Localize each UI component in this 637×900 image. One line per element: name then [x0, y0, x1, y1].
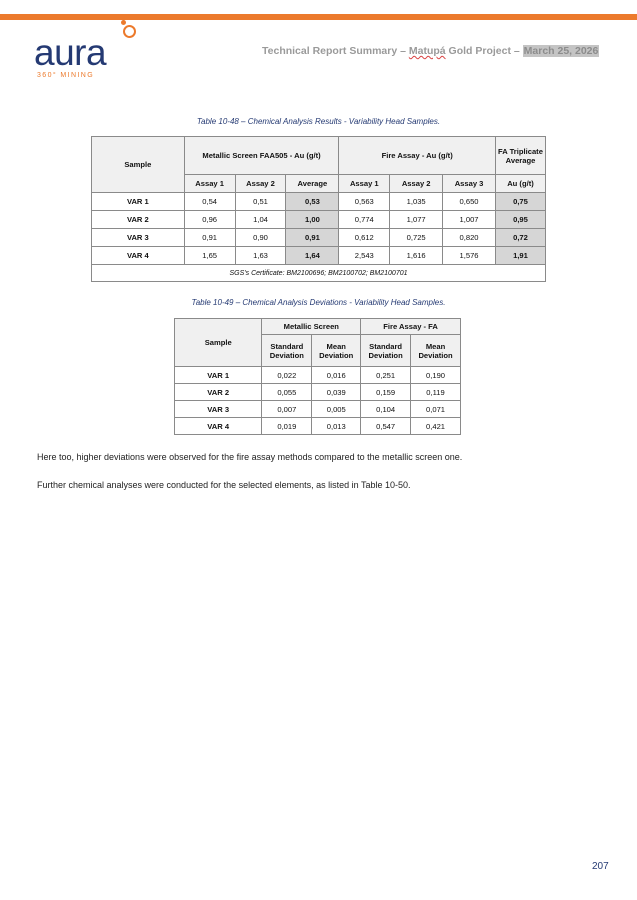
- cell-fa-average: 0,72: [495, 229, 545, 247]
- cell-fa-assay1: 2,543: [339, 247, 390, 265]
- cell-ms-average: 0,53: [286, 193, 339, 211]
- header-ms-average: Average: [286, 175, 339, 193]
- header-sample: Sample: [92, 137, 185, 193]
- header-date: March 25, 2026: [523, 45, 599, 57]
- cell-fa-assay1: 0,612: [339, 229, 390, 247]
- cell-ms-assay1: 1,65: [184, 247, 235, 265]
- header-project: Matupá: [408, 45, 446, 57]
- header-fa-triplicate: FA Triplicate Average: [495, 137, 545, 175]
- cell-ms-assay2: 0,90: [235, 229, 286, 247]
- cell-fa-std: 0,251: [361, 367, 411, 384]
- header-fa-std: Standard Deviation: [361, 335, 411, 367]
- cell-fa-assay3: 0,650: [443, 193, 496, 211]
- table-row: [92, 229, 546, 247]
- cell-sample: VAR 3: [92, 229, 185, 247]
- table-row: [175, 367, 461, 384]
- cell-sample: VAR 4: [92, 247, 185, 265]
- cell-sample: VAR 3: [175, 401, 262, 418]
- cell-ms-mean: 0,016: [312, 367, 361, 384]
- cell-ms-assay2: 1,63: [235, 247, 286, 265]
- cell-ms-assay1: 0,91: [184, 229, 235, 247]
- logo-dot-icon: [121, 20, 126, 25]
- table-row: [92, 211, 546, 229]
- cell-ms-assay1: 0,54: [184, 193, 235, 211]
- header-middle: Gold Project –: [445, 45, 523, 57]
- header-au: Au (g/t): [495, 175, 545, 193]
- cell-fa-average: 0,75: [495, 193, 545, 211]
- cell-fa-std: 0,547: [361, 418, 411, 435]
- header-fa-assay3: Assay 3: [443, 175, 496, 193]
- logo-tagline: 360° MINING: [37, 72, 95, 79]
- header-fa-assay1: Assay 1: [339, 175, 390, 193]
- table-row: [175, 418, 461, 435]
- cell-sample: VAR 1: [175, 367, 262, 384]
- header-fire-assay: Fire Assay - FA: [361, 319, 461, 335]
- cell-fa-assay3: 1,007: [443, 211, 496, 229]
- header-fire-assay: Fire Assay - Au (g/t): [339, 137, 496, 175]
- page-header-title: [262, 45, 599, 57]
- body-paragraph: Further chemical analyses were conducted for the selected elements, as listed in Table 10-50.: [37, 480, 411, 490]
- chemical-results-table: [91, 136, 546, 282]
- header-ms-std: Standard Deviation: [262, 335, 312, 367]
- cell-fa-assay3: 0,820: [443, 229, 496, 247]
- header-ms-assay2: Assay 2: [235, 175, 286, 193]
- table-row: [92, 193, 546, 211]
- cell-ms-mean: 0,013: [312, 418, 361, 435]
- cell-fa-mean: 0,119: [411, 384, 461, 401]
- cell-ms-std: 0,022: [262, 367, 312, 384]
- cell-ms-std: 0,019: [262, 418, 312, 435]
- header-sample: Sample: [175, 319, 262, 367]
- cell-fa-assay1: 0,563: [339, 193, 390, 211]
- cell-sample: VAR 2: [175, 384, 262, 401]
- header-ms-mean: Mean Deviation: [312, 335, 361, 367]
- certificate-note: SGS's Certificate: BM2100696; BM2100702; BM2100701: [92, 265, 546, 282]
- table1-caption: Table 10-48 – Chemical Analysis Results - Variability Head Samples.: [196, 117, 441, 126]
- header-accent-bar: [0, 14, 637, 20]
- cell-ms-assay2: 1,04: [235, 211, 286, 229]
- cell-fa-assay2: 1,077: [390, 211, 443, 229]
- cell-ms-mean: 0,039: [312, 384, 361, 401]
- cell-sample: VAR 1: [92, 193, 185, 211]
- cell-fa-std: 0,159: [361, 384, 411, 401]
- header-ms-assay1: Assay 1: [184, 175, 235, 193]
- table2-caption: Table 10-49 – Chemical Analysis Deviations - Variability Head Samples.: [191, 298, 446, 307]
- body-paragraph: Here too, higher deviations were observed for the fire assay methods compared to the metallic screen one.: [37, 452, 463, 462]
- cell-fa-std: 0,104: [361, 401, 411, 418]
- cell-fa-assay2: 1,616: [390, 247, 443, 265]
- header-fa-assay2: Assay 2: [390, 175, 443, 193]
- header-metallic-screen: Metallic Screen: [262, 319, 361, 335]
- cell-ms-average: 0,91: [286, 229, 339, 247]
- cell-fa-assay2: 0,725: [390, 229, 443, 247]
- header-metallic-screen: Metallic Screen FAA505 - Au (g/t): [184, 137, 339, 175]
- table-row: [92, 247, 546, 265]
- cell-ms-assay1: 0,96: [184, 211, 235, 229]
- cell-fa-average: 0,95: [495, 211, 545, 229]
- company-logo: [34, 22, 154, 82]
- cell-ms-average: 1,64: [286, 247, 339, 265]
- cell-sample: VAR 4: [175, 418, 262, 435]
- logo-wordmark: aura: [34, 32, 107, 73]
- table-row: [175, 401, 461, 418]
- cell-ms-std: 0,007: [262, 401, 312, 418]
- cell-sample: VAR 2: [92, 211, 185, 229]
- cell-fa-assay2: 1,035: [390, 193, 443, 211]
- cell-fa-assay1: 0,774: [339, 211, 390, 229]
- cell-fa-mean: 0,421: [411, 418, 461, 435]
- logo-ring-icon: [123, 25, 136, 38]
- chemical-deviations-table: [174, 318, 461, 435]
- page-number: 207: [592, 861, 609, 872]
- cell-fa-assay3: 1,576: [443, 247, 496, 265]
- cell-ms-assay2: 0,51: [235, 193, 286, 211]
- cell-fa-mean: 0,190: [411, 367, 461, 384]
- cell-ms-std: 0,055: [262, 384, 312, 401]
- header-fa-mean: Mean Deviation: [411, 335, 461, 367]
- cell-fa-average: 1,91: [495, 247, 545, 265]
- cell-fa-mean: 0,071: [411, 401, 461, 418]
- cell-ms-average: 1,00: [286, 211, 339, 229]
- cell-ms-mean: 0,005: [312, 401, 361, 418]
- table-row: [175, 384, 461, 401]
- header-prefix: Technical Report Summary –: [262, 45, 409, 57]
